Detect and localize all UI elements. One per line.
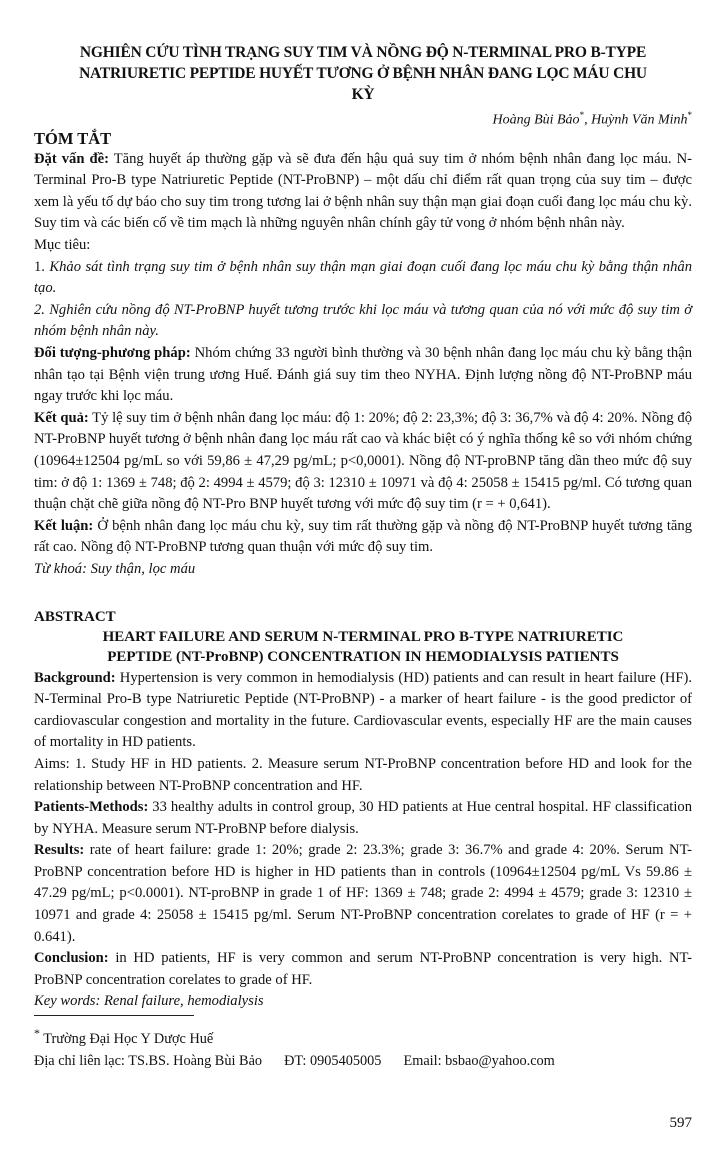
section-text: Tỷ lệ suy tim ở bệnh nhân đang lọc máu: độ 1: 20%; độ 2: 23,3%; độ 3: 36,7% và độ 4: 20%. Nồng độ NT-ProBNP huyết tương ở bệnh nhân đang lọc máu rất cao và khác biệt có ý nghĩa thống kê so với nhóm chứng (10964±12504 pg/mL so với 59,86 ± 47,29 pg/mL; p<0,0001). Nồng độ NT-proBNP tăng dần theo mức độ suy tim: ở độ 1: 1369 ± 748; độ 2: 4994 ± 4579; độ 3: 12310 ± 10971 và độ 4: 25058 ± 15415 pg/ml. Có tương quan thuận chặt chẽ giữa nồng độ NT-Pro BNP huyết tương với mức độ suy tim (r = + 0,641). (34, 409, 693, 513)
muc-tieu-1 (34, 257, 692, 300)
footnote-rule (34, 1015, 194, 1016)
contact-phone: ĐT: 0905405005 (284, 1052, 382, 1069)
section-text: in HD patients, HF is very common and serum NT-ProBNP concentration is very high. NT-ProBNP concentration corelates to grade of HF. (34, 950, 692, 988)
author-separator: , (584, 112, 592, 128)
paper-page (34, 42, 692, 1013)
section-label: Patients-Methods: (34, 799, 149, 816)
section-label: Kết luận: (34, 517, 94, 534)
methods-paragraph (34, 797, 692, 840)
list-number: 1. (34, 258, 50, 275)
author-1: Hoàng Bùi Bảo (492, 112, 580, 128)
title-vi-line-2: NATRIURETIC PEPTIDE HUYẾT TƯƠNG Ở BỆNH NHÂN ĐANG LỌC MÁU CHU (79, 65, 647, 82)
contact-email: Email: bsbao@yahoo.com (403, 1052, 555, 1069)
muc-tieu-2: 2. Nghiên cứu nồng độ NT-ProBNP huyết tương trước khi lọc máu và tương quan của nó với mức độ suy tim ở nhóm bệnh nhân này. (34, 301, 692, 340)
section-label: Background: (34, 669, 116, 686)
results-paragraph (34, 840, 692, 948)
authors (34, 107, 692, 129)
section-label: Đặt vấn đề: (34, 150, 109, 167)
conclusion-paragraph (34, 948, 692, 991)
abstract-heading: ABSTRACT (34, 608, 116, 625)
author-2: Huỳnh Văn Minh (591, 112, 688, 128)
doi-tuong-paragraph (34, 343, 692, 408)
affiliation-mark: * (579, 110, 585, 120)
section-label: Đối tượng-phương pháp: (34, 345, 191, 361)
title-vi-line-3: KỲ (351, 86, 375, 103)
section-text: Hypertension is very common in hemodialysis (HD) patients and can result in heart failure (HF). N-Terminal Pro-B type Natriuretic Peptide (NT-ProBNP) - a marker of heart failure - is the good predictor of cardiovascular congestion and mortality in the future. Cardiovascular events, especially HF are the main causes of mortality in HD patients. (34, 669, 692, 751)
affiliation-text: Trường Đại Học Y Dược Huế (43, 1030, 214, 1047)
footnote (34, 1015, 692, 1072)
section-text: Nhóm chứng 33 người bình thường và 30 bệnh nhân đang lọc máu chu kỳ bằng thận nhân tạo tại Bệnh viện trung ương Huế. Đánh giá suy tim theo NYHA. Định lượng nồng độ NT-ProBNP máu ngay trước khi lọc máu. (34, 345, 692, 405)
section-text: rate of heart failure: grade 1: 20%; grade 2: 23.3%; grade 3: 36.7% and grade 4: 20%. Serum NT-ProBNP concentration before HD is higher in HD patients than in controls (10964±12504 pg/mL Vs 59.86 ± 47.29 pg/mL; p<0.0001). NT-proBNP in grade 1 of HF: 1369 ± 748; grade 2: 4994 ± 4579; grade 3: 12310 ± 10971 and grade 4: 25058 ± 15415 pg/ml. Serum NT-ProBNP concentration corelates to grade of HF (r = + 0.641). (34, 842, 692, 945)
list-text: Khảo sát tình trạng suy tim ở bệnh nhân suy thận mạn giai đoạn cuối đang lọc máu chu kỳ bằng thận nhân tạo. (34, 258, 692, 297)
muc-tieu-label: Mục tiêu: (34, 237, 91, 254)
tomtat-heading: TÓM TẮT (34, 128, 112, 148)
affiliation (34, 1022, 692, 1050)
section-label: Aims: (34, 755, 70, 772)
keywords: Key words: Renal failure, hemodialysis (34, 993, 264, 1010)
section-label: Results: (34, 842, 85, 859)
contact-address: Địa chỉ liên lạc: TS.BS. Hoàng Bùi Bảo (34, 1052, 263, 1069)
section-text: Tăng huyết áp thường gặp và sẽ đưa đến hậu quả suy tim ở nhóm bệnh nhân đang lọc máu. N-Terminal Pro-B type Natriuretic Peptide (NT-ProBNP) – một dấu chỉ điểm rất quan trọng của suy tim – được xem là yếu tố dự báo cho suy tim trong tương lai ở bệnh nhân suy thận mạn giai đoạn cuối đang lọc máu chu kỳ. Suy tim và các biến cố về tim mạch là những nguyên nhân chính gây tử vong ở nhóm bệnh nhân này. (34, 150, 692, 232)
section-text: 33 healthy adults in control group, 30 HD patients at Hue central hospital. HF classification by NYHA. Measure serum NT-ProBNP before dialysis. (34, 799, 692, 837)
section-text: Ở bệnh nhân đang lọc máu chu kỳ, suy tim rất thường gặp và nồng độ NT-ProBNP huyết tương tăng rất cao. Nồng độ NT-ProBNP tương quan thuận với mức độ suy tim. (34, 517, 693, 556)
section-label: Conclusion: (34, 950, 109, 967)
contact-line (34, 1050, 692, 1072)
affiliation-mark: * (687, 110, 692, 120)
background-paragraph (34, 668, 692, 754)
title-vi-line-1: NGHIÊN CỨU TÌNH TRẠNG SUY TIM VÀ NỒNG ĐỘ N-TERMINAL PRO B-TYPE (79, 44, 647, 61)
tu-khoa: Từ khoá: Suy thận, lọc máu (34, 560, 196, 577)
section-label: Kết quả: (34, 409, 89, 426)
ket-qua-paragraph (34, 408, 692, 516)
page-number: 597 (669, 1115, 692, 1131)
ket-luan-paragraph (34, 516, 692, 559)
dat-van-de-paragraph (34, 149, 692, 235)
affiliation-mark: * (34, 1026, 40, 1040)
section-text: 1. Study HF in HD patients. 2. Measure serum NT-ProBNP concentration before HD and look for the relationship between NT-ProBNP concentration and HF. (34, 755, 692, 794)
abstract-title-line-2: PEPTIDE (NT-ProBNP) CONCENTRATION IN HEMODIALYSIS PATIENTS (107, 649, 619, 666)
abstract-title-line-1: HEART FAILURE AND SERUM N-TERMINAL PRO B-TYPE NATRIURETIC (102, 628, 624, 645)
aims-paragraph (34, 754, 692, 797)
